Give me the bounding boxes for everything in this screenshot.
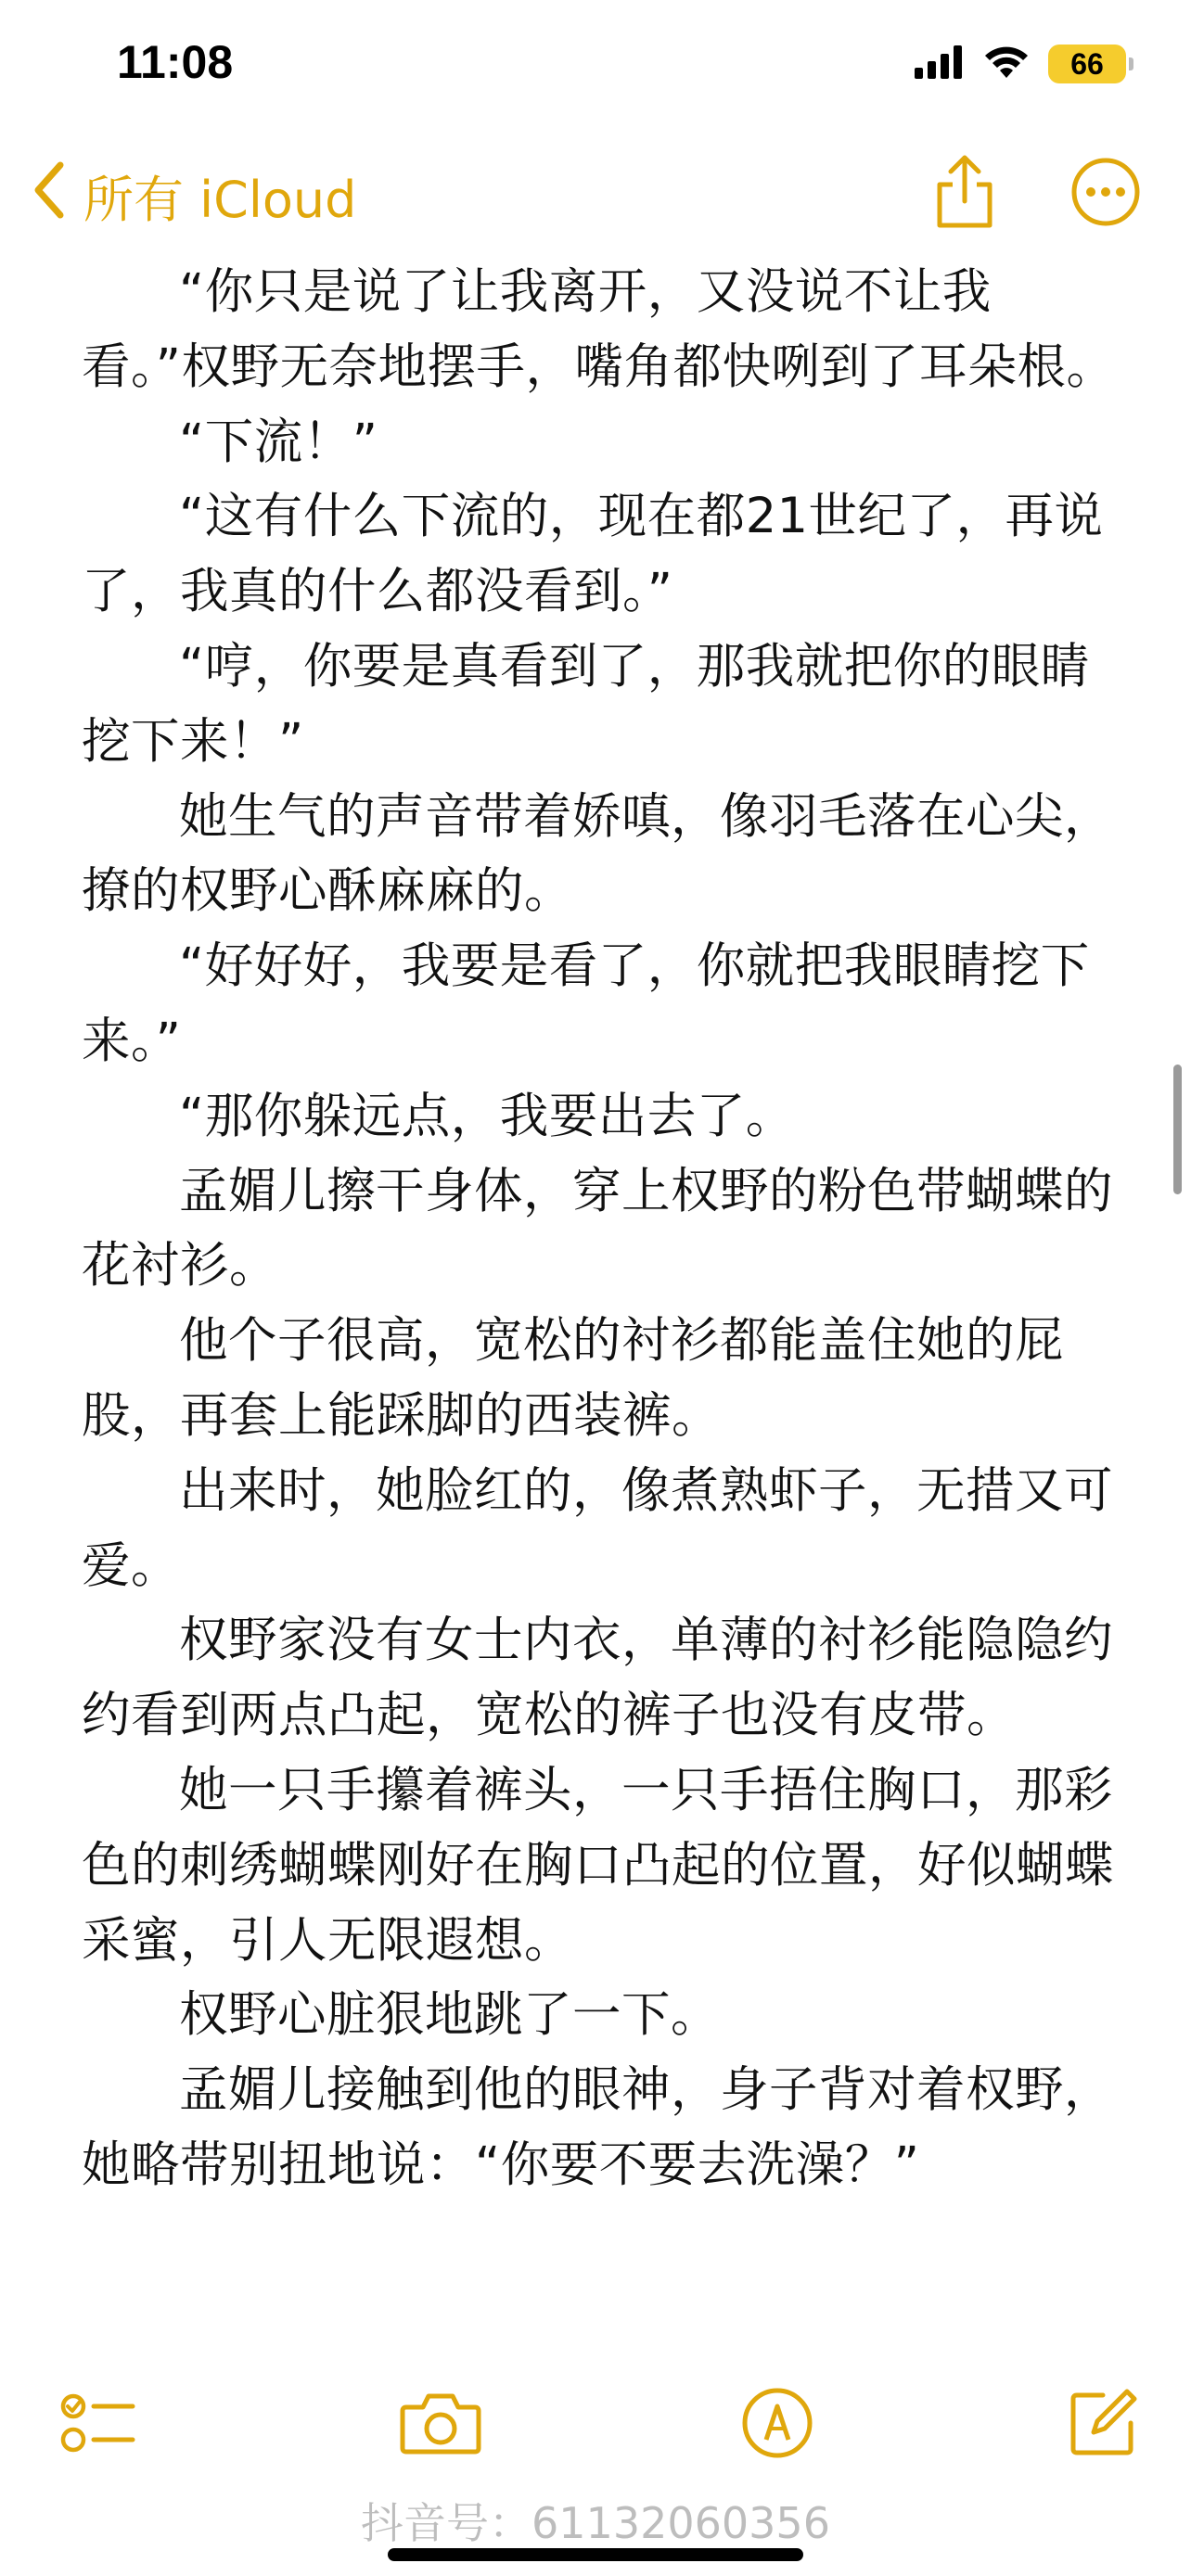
note-paragraph: “你只是说了让我离开，又没说不让我看。”权野无奈地摆手，嘴角都快咧到了耳朵根。 [82,263,1116,395]
note-paragraph: 她生气的声音带着娇嗔，像羽毛落在心尖，撩的权野心酥麻麻的。 [82,787,1114,920]
note-paragraph: 她一只手攥着裤头，一只手捂住胸口，那彩色的刺绣蝴蝶刚好在胸口凸起的位置，好似蝴蝶采蜜，引人无限遐想。 [82,1761,1115,1969]
chevron-left-icon [33,161,65,231]
note-paragraph: “下流！” [179,413,378,470]
watermark-text: 抖音号：61132060356 [361,2498,830,2548]
note-paragraph: “哼，你要是真看到了，那我就把你的眼睛挖下来！” [82,637,1090,770]
nav-bar [0,144,1191,246]
watermark [0,2490,1191,2551]
bottom-toolbar [0,2383,1191,2494]
note-paragraph: 权野心脏狠地跳了一下。 [179,1986,721,2044]
status-icons [915,45,1126,83]
note-paragraph: 孟媚儿接触到他的眼神，身子背对着权野，她略带别扭地说：“你要不要去洗澡？” [82,2061,1114,2193]
markup-button[interactable] [736,2383,819,2467]
note-paragraph: “那你躲远点，我要出去了。 [179,1087,795,1144]
scroll-indicator[interactable] [1173,1065,1182,1194]
back-label: 所有 iCloud [83,171,357,229]
note-paragraph: 他个子很高，宽松的衬衫都能盖住她的屁股，再套上能踩脚的西装裤。 [82,1312,1065,1444]
camera-icon [399,2389,482,2461]
share-icon [932,153,997,235]
battery-icon [1048,45,1126,83]
note-paragraph: 孟媚儿擦干身体，穿上权野的粉色带蝴蝶的花衬衫。 [82,1162,1114,1294]
camera-button[interactable] [399,2383,482,2467]
home-indicator[interactable] [388,2548,803,2561]
more-icon [1070,157,1141,231]
status-bar [0,0,1191,139]
compose-icon [1066,2386,1140,2464]
battery-level: 66 [1070,46,1104,81]
compose-button[interactable] [1061,2383,1145,2467]
checklist-button[interactable] [56,2383,139,2467]
status-time: 11:08 [117,36,234,88]
share-button[interactable] [926,155,1004,233]
signal-icon [915,45,965,83]
wifi-icon [983,45,1030,83]
back-button[interactable] [33,160,356,232]
note-paragraph: “好好好，我要是看了，你就把我眼睛挖下来。” [82,937,1090,1069]
checklist-icon [58,2384,136,2466]
more-button[interactable] [1067,155,1145,233]
note-body[interactable] [82,255,1126,2203]
note-paragraph: 出来时，她脸红的，像煮熟虾子，无措又可爱。 [82,1461,1114,1594]
markup-icon [740,2386,814,2464]
note-paragraph: “这有什么下流的，现在都21世纪了，再说了，我真的什么都没看到。” [82,488,1104,620]
note-paragraph: 权野家没有女士内衣，单薄的衬衫能隐隐约约看到两点凸起，宽松的裤子也没有皮带。 [82,1612,1114,1744]
